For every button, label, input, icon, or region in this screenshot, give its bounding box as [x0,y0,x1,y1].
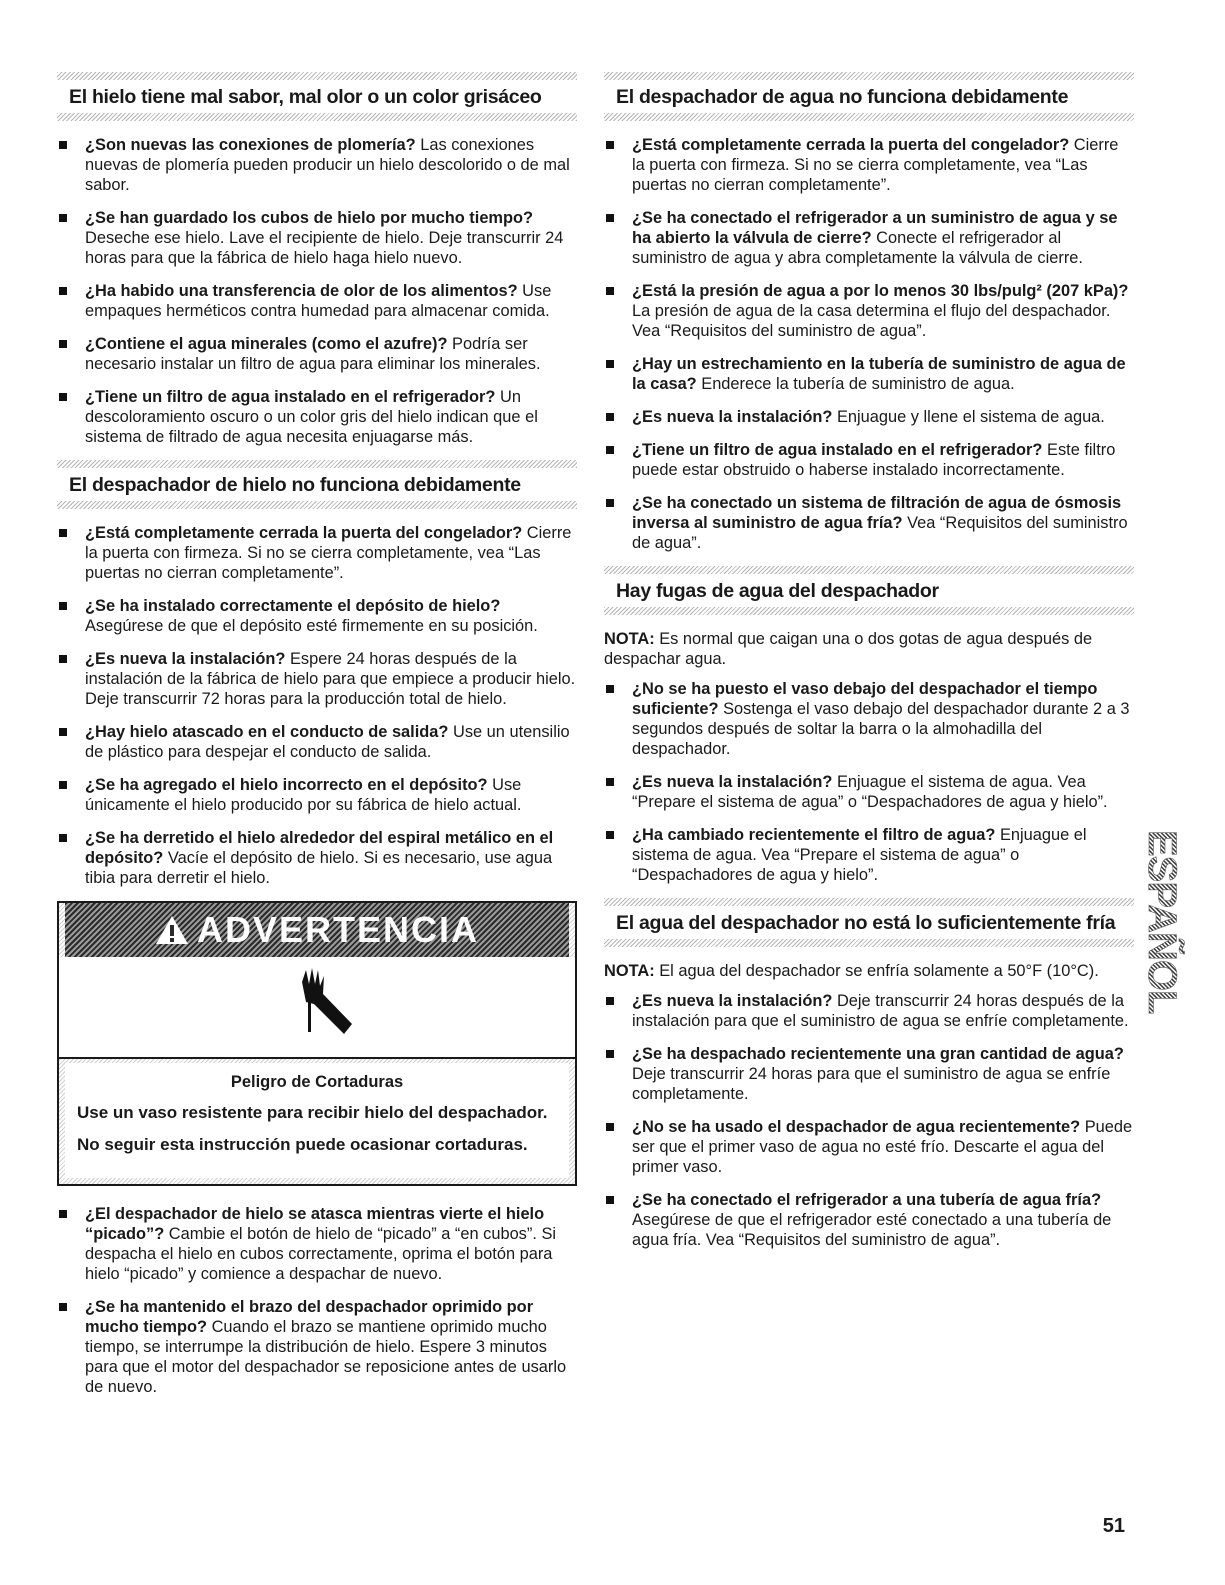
answer: Espere 24 horas después de la instalación de la fábrica de hielo para que empiece a producir hielo. Deje transcurrir 72 horas para la producción total de hielo. [85,650,576,708]
question: ¿Se ha despachado recientemente una gran cantidad de agua? [632,1045,1124,1063]
question: ¿Se ha conectado el refrigerador a un suministro de agua y se ha abierto la válvula de cierre? [632,209,1118,247]
list-item [57,828,577,888]
question: ¿Está la presión de agua a por lo menos 30 lbs/pulg² (207 kPa)? [632,282,1129,300]
section-header [604,72,1134,121]
answer: Asegúrese de que el refrigerador esté conectado a una tubería de agua fría. Vea “Requisitos del suministro de agua”. [632,1211,1112,1249]
question: ¿No se ha usado el despachador de agua recientemente? [632,1118,1081,1136]
list-item [57,1297,577,1397]
warning-text: No seguir esta instrucción puede ocasionar cortaduras. [77,1135,528,1154]
question: ¿Se ha conectado un sistema de filtración de agua de ósmosis inversa al suministro de agua fría? [632,494,1122,532]
answer: Enjuague el sistema de agua. Vea “Prepare el sistema de agua” o “Despachadores de agua y hielo”. [632,773,1108,811]
bullet-icon [59,287,67,295]
list-item [57,722,577,762]
item-list [57,523,577,888]
question: ¿Ha habido una transferencia de olor de los alimentos? [85,282,518,300]
answer: Use empaques herméticos contra humedad para almacenar comida. [85,282,552,320]
answer: Deje transcurrir 24 horas después de la instalación para que el suministro de agua se enfríe completamente. [632,992,1129,1030]
question: ¿Se ha instalado correctamente el depósito de hielo? [85,597,501,615]
warning-icon-area [59,957,575,1059]
question: ¿Se ha conectado el refrigerador a una tubería de agua fría? [632,1191,1102,1209]
bullet-icon [59,655,67,663]
list-item [57,1204,577,1284]
question: ¿Tiene un filtro de agua instalado en el refrigerador? [632,441,1043,459]
section-header [57,72,577,121]
answer: Un descoloramiento oscuro o un color gris del hielo indican que el sistema de filtrado de agua necesita enjuagarse más. [85,388,538,446]
hatch-rule [604,898,1134,906]
answer: Use únicamente el hielo producido por su fábrica de hielo actual. [85,776,522,814]
bullet-icon [59,602,67,610]
bullet-icon [606,499,614,507]
bullet-icon [606,141,614,149]
bullet-icon [606,778,614,786]
item-list [604,679,1134,885]
answer: Deje transcurrir 24 horas para que el suministro de agua se enfríe completamente. [632,1065,1111,1103]
list-item [604,1117,1134,1177]
right-column [604,72,1134,1263]
answer: Use un utensilio de plástico para despejar el conducto de salida. [85,723,570,761]
answer: Enderece la tubería de suministro de agua. [696,375,1015,393]
answer: Asegúrese de que el depósito esté firmemente en su posición. [85,617,538,635]
bullet-icon [606,287,614,295]
warning-subtitle: Peligro de Cortaduras [230,1073,404,1091]
question: ¿Hay un estrechamiento en la tubería de suministro de agua de la casa? [632,355,1126,393]
answer: Sostenga el vaso debajo del despachador durante 2 a 3 segundos después de soltar la barra o la almohadilla del despachador. [632,700,1130,758]
list-item [604,407,1134,427]
left-column [57,72,577,1410]
question: ¿Tiene un filtro de agua instalado en el refrigerador? [85,388,496,406]
bullet-icon [606,831,614,839]
answer: Cambie el botón de hielo de “picado” a “en cubos”. Si despacha el hielo en cubos correctamente, oprima el botón para hielo “picado” y comience a despachar de nuevo. [85,1225,557,1283]
section-title: El hielo tiene mal sabor, mal olor o un color grisáceo [69,86,542,108]
bullet-icon [606,1196,614,1204]
bullet-icon [59,1210,67,1218]
list-item [604,135,1134,195]
item-list [57,135,577,447]
answer: Cierre la puerta con firmeza. Si no se cierra completamente, vea “Las puertas no cierran completamente”. [632,136,1119,194]
bullet-icon [59,529,67,537]
bullet-icon [59,834,67,842]
warning-text: Use un vaso resistente para recibir hielo del despachador. [77,1103,548,1122]
bullet-icon [59,728,67,736]
question: ¿Está completamente cerrada la puerta del congelador? [632,136,1070,154]
list-item [57,649,577,709]
bullet-icon [59,340,67,348]
question: ¿Se ha derretido el hielo alrededor del espiral metálico en el depósito? [85,829,554,867]
bullet-icon [59,214,67,222]
section-header [57,460,577,509]
warning-body [65,1063,569,1178]
question: ¿Está completamente cerrada la puerta del congelador? [85,524,523,542]
list-item [604,354,1134,394]
list-item [604,825,1134,885]
list-item [57,281,577,321]
bullet-icon [606,1050,614,1058]
cut-hazard-hand-icon [272,962,362,1052]
bullet-icon [606,413,614,421]
language-side-tab-label: ESPAÑOL [1140,830,1184,1014]
bullet-icon [59,781,67,789]
bullet-icon [606,214,614,222]
bullet-icon [606,446,614,454]
answer: Vacíe el depósito de hielo. Si es necesario, use agua tibia para derretir el hielo. [85,849,553,887]
warning-box [57,901,577,1186]
question: ¿Ha cambiado recientemente el filtro de agua? [632,826,996,844]
page-number: 51 [1102,1515,1125,1537]
warning-header [65,903,569,957]
list-item [57,387,577,447]
list-item [604,493,1134,553]
note-text: Es normal que caigan una o dos gotas de agua después de despachar agua. [604,630,1093,668]
hatch-rule [604,113,1134,121]
list-item [57,523,577,583]
section-title: El agua del despachador no está lo suficientemente fría [616,912,1116,934]
list-item [604,679,1134,759]
answer: Enjuague el sistema de agua. Vea “Prepare el sistema de agua” o “Despachadores de agua y hielo”. [632,826,1087,884]
list-item [604,440,1134,480]
warning-title: ADVERTENCIA [196,909,479,950]
list-item [604,991,1134,1031]
note-text: El agua del despachador se enfría solamente a 50°F (10°C). [654,962,1099,980]
note-label: NOTA: [604,962,655,980]
item-list [604,135,1134,553]
note [604,629,1134,669]
hatch-rule [604,566,1134,574]
question: ¿Es nueva la instalación? [85,650,286,668]
bullet-icon [606,685,614,693]
list-item [604,1190,1134,1250]
language-side-tab [1125,830,1184,1060]
section-header [604,898,1134,947]
section-title: El despachador de agua no funciona debidamente [616,86,1069,108]
bullet-icon [59,1303,67,1311]
question: ¿Es nueva la instalación? [632,773,833,791]
list-item [57,596,577,636]
bullet-icon [59,393,67,401]
answer: Conecte el refrigerador al suministro de agua y abra completamente la válvula de cierre. [632,229,1083,267]
hatch-rule [57,113,577,121]
answer: Este filtro puede estar obstruido o haberse instalado incorrectamente. [632,441,1116,479]
hatch-rule [604,607,1134,615]
answer: Puede ser que el primer vaso de agua no esté frío. Descarte el agua del primer vaso. [632,1118,1133,1176]
hatch-rule [57,460,577,468]
answer: Vea “Requisitos del suministro de agua”. [632,514,1128,552]
note [604,961,1134,981]
answer: Cuando el brazo se mantiene oprimido mucho tiempo, se interrumpe la distribución de hielo. Espere 3 minutos para que el motor del despachador se reposicione antes de usarlo de nuevo. [85,1318,567,1396]
list-item [57,135,577,195]
answer: Enjuague y llene el sistema de agua. [832,408,1105,426]
warning-triangle-icon [155,915,189,945]
answer: Podría ser necesario instalar un filtro de agua para eliminar los minerales. [85,335,541,373]
section-title: Hay fugas de agua del despachador [616,580,939,602]
question: ¿Es nueva la instalación? [632,408,833,426]
bullet-icon [59,141,67,149]
question: ¿El despachador de hielo se atasca mientras vierte el hielo “picado”? [85,1205,545,1243]
list-item [57,208,577,268]
question: ¿Se ha agregado el hielo incorrecto en el depósito? [85,776,488,794]
list-item [604,281,1134,341]
note-label: NOTA: [604,630,655,648]
answer: La presión de agua de la casa determina el flujo del despachador. Vea “Requisitos del suministro de agua”. [632,302,1111,340]
hatch-rule [57,501,577,509]
question: ¿Hay hielo atascado en el conducto de salida? [85,723,449,741]
hatch-rule [604,939,1134,947]
item-list [57,1204,577,1397]
list-item [604,772,1134,812]
question: ¿Se ha mantenido el brazo del despachador oprimido por mucho tiempo? [85,1298,534,1336]
bullet-icon [606,997,614,1005]
hatch-rule [604,72,1134,80]
question: ¿Se han guardado los cubos de hielo por mucho tiempo? [85,209,534,227]
question: ¿Es nueva la instalación? [632,992,833,1010]
hatch-rule [57,72,577,80]
question: ¿No se ha puesto el vaso debajo del despachador el tiempo suficiente? [632,680,1098,718]
list-item [604,1044,1134,1104]
bullet-icon [606,1123,614,1131]
answer: Cierre la puerta con firmeza. Si no se cierra completamente, vea “Las puertas no cierran completamente”. [85,524,572,582]
question: ¿Son nuevas las conexiones de plomería? [85,136,416,154]
section-header [604,566,1134,615]
section-title: El despachador de hielo no funciona debidamente [69,474,521,496]
list-item [57,334,577,374]
list-item [604,208,1134,268]
answer: Las conexiones nuevas de plomería pueden producir un hielo descolorido o de mal sabor. [85,136,570,194]
item-list [604,991,1134,1250]
list-item [57,775,577,815]
answer: Deseche ese hielo. Lave el recipiente de hielo. Deje transcurrir 24 horas para que la fábrica de hielo haga hielo nuevo. [85,229,564,267]
question: ¿Contiene el agua minerales (como el azufre)? [85,335,448,353]
bullet-icon [606,360,614,368]
